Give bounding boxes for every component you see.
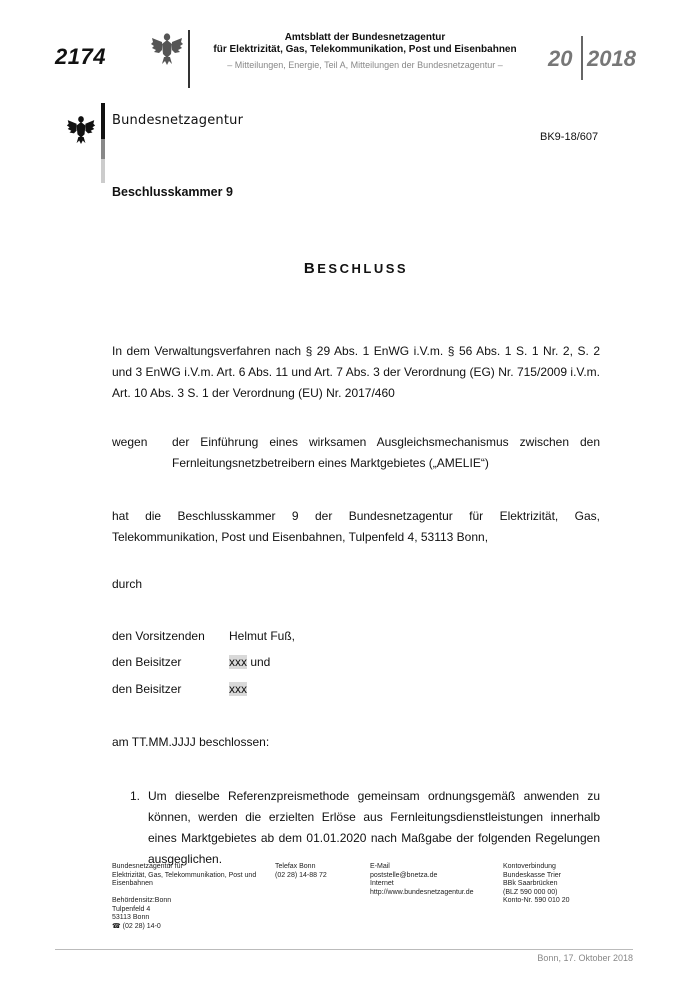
footer-address: Bundesnetzagentur für Elektrizität, Gas, Telekommunikation, Post und Eisenbahnen Behördensitz:Bonn Tulpenfeld 4 53113 Bonn ☎ (02 28) 14-0 (112, 863, 257, 930)
member-role: den Vorsitzenden (112, 629, 205, 643)
redacted-name: xxx (229, 655, 247, 669)
issue-divider (581, 36, 583, 80)
wegen-text: der Einführung eines wirksamen Ausgleichsmechanismus zwischen den Fernleitungsnetzbetreibern eines Marktgebietes („AMELIE“) (172, 435, 600, 470)
date-line: am TT.MM.JJJJ beschlossen: (112, 735, 270, 749)
member-role: den Beisitzer (112, 655, 182, 669)
document-title (0, 260, 700, 277)
logo-bar (101, 103, 105, 183)
footer-contact: E-Mail poststelle@bnetza.de Internet http://www.bundesnetzagentur.de (370, 863, 474, 896)
page-number: 2174 (55, 44, 106, 69)
gazette-subtitle: – Mitteilungen, Energie, Teil A, Mitteilungen der Bundesnetzagentur – (227, 60, 503, 70)
list-item-text: Um dieselbe Referenzpreismethode gemeinsam ordnungsgemäß anwenden zu können, werden die erzielten Erlöse aus Fernleitungsdienstleistungen innerhalb eines Marktgebietes ab dem 01.01.2020 nach Maßgabe der folgenden Regelungen ausgeglichen. (148, 789, 600, 866)
gazette-title: Amtsblatt der Bundesnetzagentur (284, 32, 446, 43)
title-rest: ESCHLUSS (317, 261, 409, 276)
publication-date: Bonn, 17. Oktober 2018 (537, 953, 633, 963)
member-name (229, 682, 247, 696)
intro-paragraph: In dem Verwaltungsverfahren nach § 29 Abs. 1 EnWG i.V.m. § 56 Abs. 1 S. 1 Nr. 2, S. 2 und 3 EnWG i.V.m. Art. 6 Abs. 11 und Art. 7 Abs. 3 der Verordnung (EG) Nr. 715/2009 i.V.m. Art. 10 Abs. 3 S. 1 der Verordnung (EU) Nr. 2017/460 (112, 344, 600, 400)
decision-body-paragraph: hat die Beschlusskammer 9 der Bundesnetzagentur für Elektrizität, Gas, Telekommunikation, Post und Eisenbahnen, Tulpenfeld 4, 53113 Bonn, (112, 509, 600, 544)
member-name: Helmut Fuß, (229, 629, 296, 643)
member-name: xxx und (229, 655, 271, 669)
footer-bank: Kontoverbindung Bundeskasse Trier BBk Saarbrücken (BLZ 590 000 00) Konto-Nr. 590 010 20 (503, 863, 570, 904)
footer-divider (55, 949, 633, 950)
eagle-icon (66, 113, 96, 145)
agency-name: Bundesnetzagentur (112, 113, 244, 128)
durch-label: durch (112, 577, 143, 591)
wegen-label: wegen (112, 435, 148, 449)
issue-number: 20 (548, 46, 573, 71)
title-initial: B (303, 260, 318, 277)
gazette-title-line2: für Elektrizität, Gas, Telekommunikation, Post und Eisenbahnen (213, 44, 517, 55)
list-item-number: 1. (130, 789, 141, 803)
chamber-name: Beschlusskammer 9 (112, 185, 233, 199)
reference-number: BK9-18/607 (540, 131, 599, 143)
header-divider (188, 30, 190, 88)
footer-fax: Telefax Bonn (02 28) 14-88 72 (275, 863, 327, 879)
redacted-name: xxx (229, 682, 247, 696)
eagle-icon (150, 30, 184, 66)
member-role: den Beisitzer (112, 682, 182, 696)
issue-year: 2018 (587, 46, 636, 71)
